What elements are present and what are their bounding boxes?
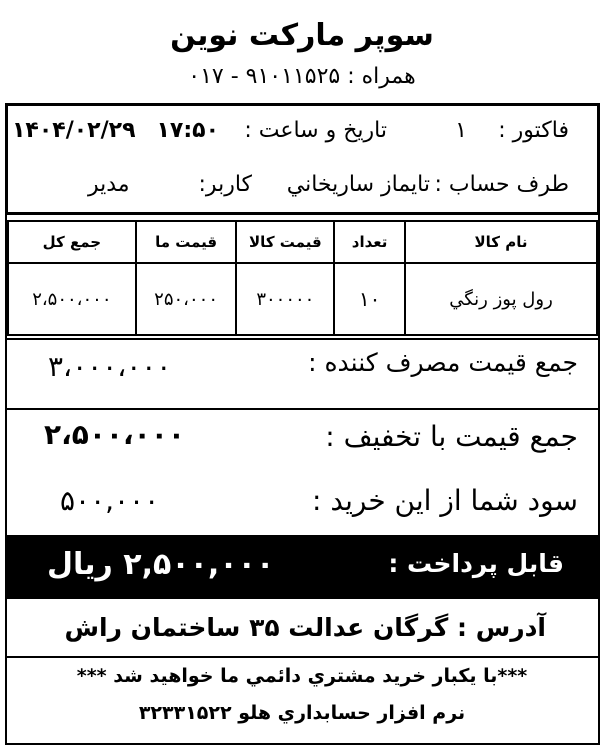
user-value: مدیر [88,172,130,197]
divider [5,656,600,658]
payable-box [5,535,600,599]
invoice-time: ۱۷:۵۰ [156,118,219,143]
table-header-row [8,221,597,263]
column-header-total: جمع کل [8,221,136,263]
account-label: طرف حساب : [434,172,569,197]
profit-label: سود شما از این خرید : [312,484,578,517]
invoice-row-1 [8,106,597,162]
account-value: تایماز ساریخاني [286,172,430,197]
payable-amount-group [47,547,274,582]
divider [5,338,600,340]
user-label: کاربر: [198,172,252,197]
column-header-quantity: تعداد [334,221,405,263]
payable-label: قابل پرداخت : [388,549,564,578]
payable-amount: ۲,۵۰۰,۰۰۰ [123,547,275,582]
divider [5,408,600,410]
cell-our-price: ۲۵۰،۰۰۰ [136,263,237,335]
discount-total-value: ۲،۵۰۰،۰۰۰ [44,418,185,451]
payable-currency: ریال [47,547,113,582]
invoice-row-2 [8,160,597,216]
discount-total-label: جمع قیمت با تخفیف : [325,420,578,453]
footer-software-credit: نرم افزار حسابداري هلو ۳۲۳۳۱۵۲۲ [138,702,466,724]
cell-quantity: ۱۰ [334,263,405,335]
column-header-item-name: نام کالا [405,221,597,263]
consumer-total-value: ۳،۰۰۰،۰۰۰ [48,350,172,383]
store-name: سوپر مارکت نوین [170,18,434,53]
items-table [7,220,598,336]
invoice-info-box [5,103,600,215]
address: آدرس : گرگان عدالت ۳۵ ساختمان راش [64,613,546,642]
invoice-number: ۱ [455,118,467,143]
datetime-label: تاریخ و ساعت : [244,118,387,143]
profit-value: ۵۰۰,۰۰۰ [60,484,160,517]
invoice-number-label: فاکتور : [498,118,569,143]
column-header-our-price: قیمت ما [136,221,237,263]
table-row [8,263,597,335]
cell-item-price: ۳۰۰۰۰۰ [236,263,334,335]
cell-total: ۲،۵۰۰،۰۰۰ [8,263,136,335]
cell-item-name: رول پوز رنگي [405,263,597,335]
store-phone: همراه : ۹۱۰۱۱۵۲۵ - ۰۱۷ [188,64,416,89]
invoice-date: ۱۴۰۴/۰۲/۲۹ [12,118,136,143]
consumer-total-label: جمع قیمت مصرف کننده : [308,348,578,377]
column-header-item-price: قیمت کالا [236,221,334,263]
footer-loyalty-message: ***با یکبار خرید مشتري دائمي ما خواهید شد *** [76,665,528,687]
